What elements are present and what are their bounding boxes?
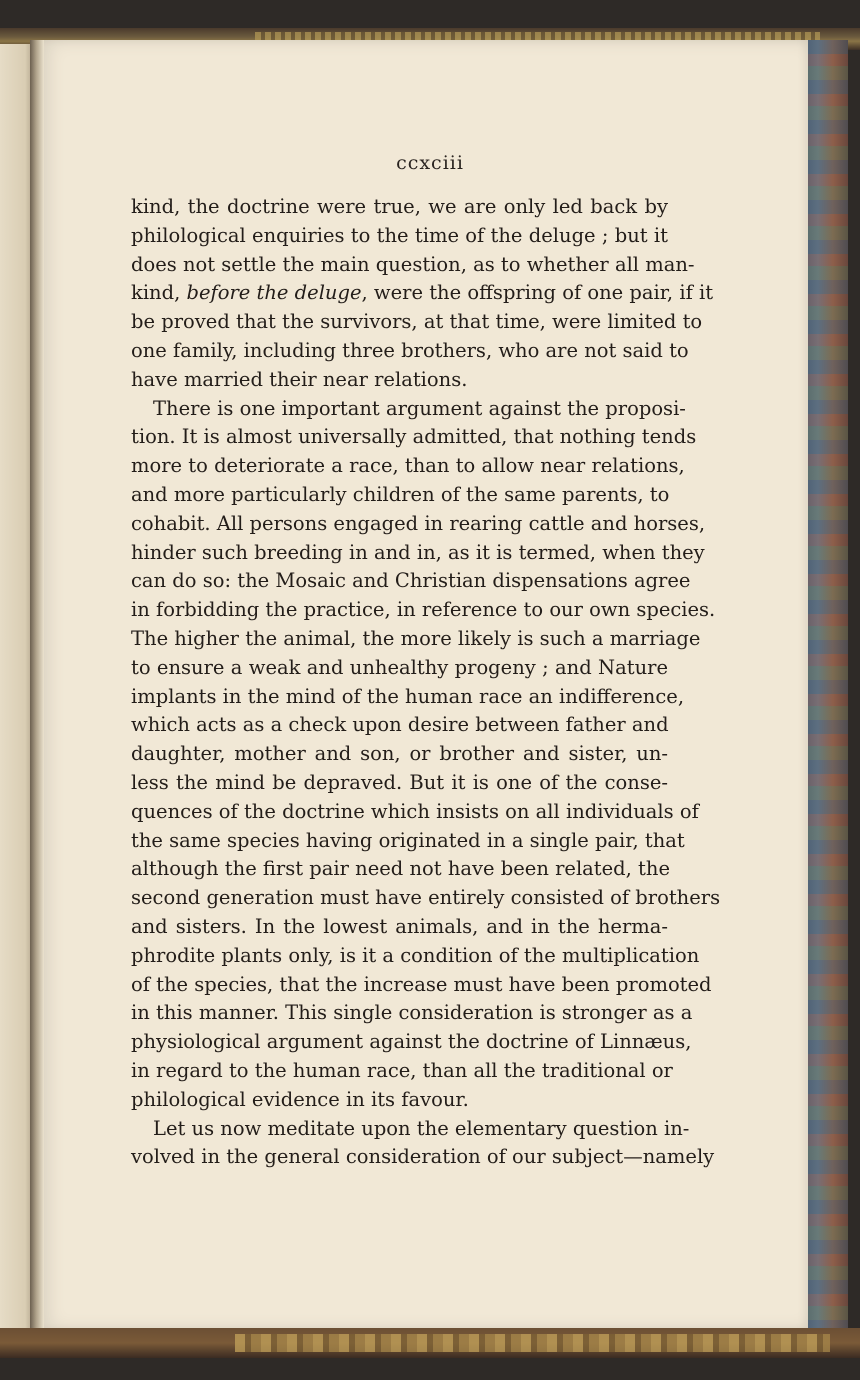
text-line xyxy=(131,423,697,452)
text-line xyxy=(131,654,668,683)
text-line xyxy=(131,884,721,913)
text-segment: Let us now meditate upon the elementary question in- xyxy=(153,1116,690,1140)
text-segment: more to deteriorate a race, than to allow near relations, xyxy=(131,454,685,478)
text-line xyxy=(131,1057,673,1086)
text-segment: cohabit. All persons engaged in rearing cattle and horses, xyxy=(131,511,706,535)
text-line xyxy=(131,452,685,481)
text-segment: to ensure a weak and unhealthy progeny ; and Nature xyxy=(131,655,668,679)
text-segment: one family, including three brothers, who are not said to xyxy=(131,338,689,362)
text-segment: be proved that the survivors, at that time, were limited to xyxy=(131,310,703,334)
text-line xyxy=(131,481,668,510)
text-line xyxy=(131,913,668,942)
text-segment: philological evidence in its favour. xyxy=(131,1087,469,1111)
text-segment: can do so: the Mosaic and Christian dispensations agree xyxy=(131,569,691,593)
text-line xyxy=(131,1028,692,1057)
text-line xyxy=(131,395,686,424)
text-line xyxy=(131,539,705,568)
italic-phrase: before the deluge xyxy=(186,281,362,305)
text-segment: in forbidding the practice, in reference to our own species. xyxy=(131,598,716,622)
text-line xyxy=(131,971,712,1000)
text-segment: the same species having originated in a single pair, that xyxy=(131,828,685,852)
text-segment: tion. It is almost universally admitted, that nothing tends xyxy=(131,425,697,449)
text-segment: phrodite plants only, is it a condition of the multiplication xyxy=(131,943,700,967)
text-segment: have married their near relations. xyxy=(131,367,468,391)
text-segment: in this manner. This single consideration is stronger as a xyxy=(131,1001,693,1025)
text-segment: volved in the general consideration of our subject—namely xyxy=(131,1145,715,1169)
book-cover-bottom-edge xyxy=(0,1328,860,1358)
text-line xyxy=(131,567,691,596)
text-segment: kind, the doctrine were true, we are only led back by xyxy=(131,195,668,218)
text-line xyxy=(131,855,668,884)
text-segment: daughter, mother and son, or brother and sister, un- xyxy=(131,742,668,766)
text-line xyxy=(131,193,668,222)
text-segment: in regard to the human race, than all the traditional or xyxy=(131,1058,673,1082)
text-line xyxy=(131,337,689,366)
text-segment: quences of the doctrine which insists on all individuals of xyxy=(131,799,699,823)
text-line xyxy=(131,222,668,251)
text-line xyxy=(131,366,668,395)
text-line xyxy=(131,1086,668,1115)
text-line xyxy=(131,510,706,539)
page-gutter xyxy=(30,40,44,1345)
text-segment: does not settle the main question, as to whether all man- xyxy=(131,252,695,276)
text-segment: although the first pair need not have been related, the xyxy=(131,857,670,881)
text-segment: less the mind be depraved. But it is one of the conse- xyxy=(131,770,668,794)
text-segment: The higher the animal, the more likely is such a marriage xyxy=(131,626,701,650)
text-line xyxy=(131,683,685,712)
text-line xyxy=(131,942,700,971)
text-line xyxy=(131,1115,690,1144)
text-line xyxy=(131,711,668,740)
text-segment: second generation must have entirely consisted of brothers xyxy=(131,886,721,910)
text-segment: philological enquiries to the time of the deluge ; but it xyxy=(131,223,668,247)
body-text xyxy=(131,193,721,1172)
text-segment: hinder such breeding in and in, as it is termed, when they xyxy=(131,540,705,564)
text-segment: implants in the mind of the human race an indifference, xyxy=(131,684,685,708)
text-line xyxy=(131,596,716,625)
text-line xyxy=(131,251,695,280)
text-segment: , were the offspring of one pair, if it xyxy=(361,281,714,305)
text-line xyxy=(131,279,714,308)
text-segment: kind, xyxy=(131,281,187,305)
text-line xyxy=(131,769,668,798)
text-line xyxy=(131,308,703,337)
text-line xyxy=(131,999,693,1028)
text-segment: of the species, that the increase must have been promoted xyxy=(131,972,712,996)
text-line xyxy=(131,798,699,827)
text-segment: and sisters. In the lowest animals, and in the herma- xyxy=(131,914,668,938)
text-line xyxy=(131,1143,715,1172)
text-segment: physiological argument against the doctrine of Linnæus, xyxy=(131,1030,692,1054)
text-segment: and more particularly children of the same parents, to xyxy=(131,482,670,506)
page-number: ccxciii xyxy=(396,152,464,174)
text-line xyxy=(131,625,701,654)
text-segment: which acts as a check upon desire between father and xyxy=(131,713,669,737)
text-line xyxy=(131,740,668,769)
text-segment: There is one important argument against the proposi- xyxy=(153,396,686,420)
text-line xyxy=(131,827,685,856)
